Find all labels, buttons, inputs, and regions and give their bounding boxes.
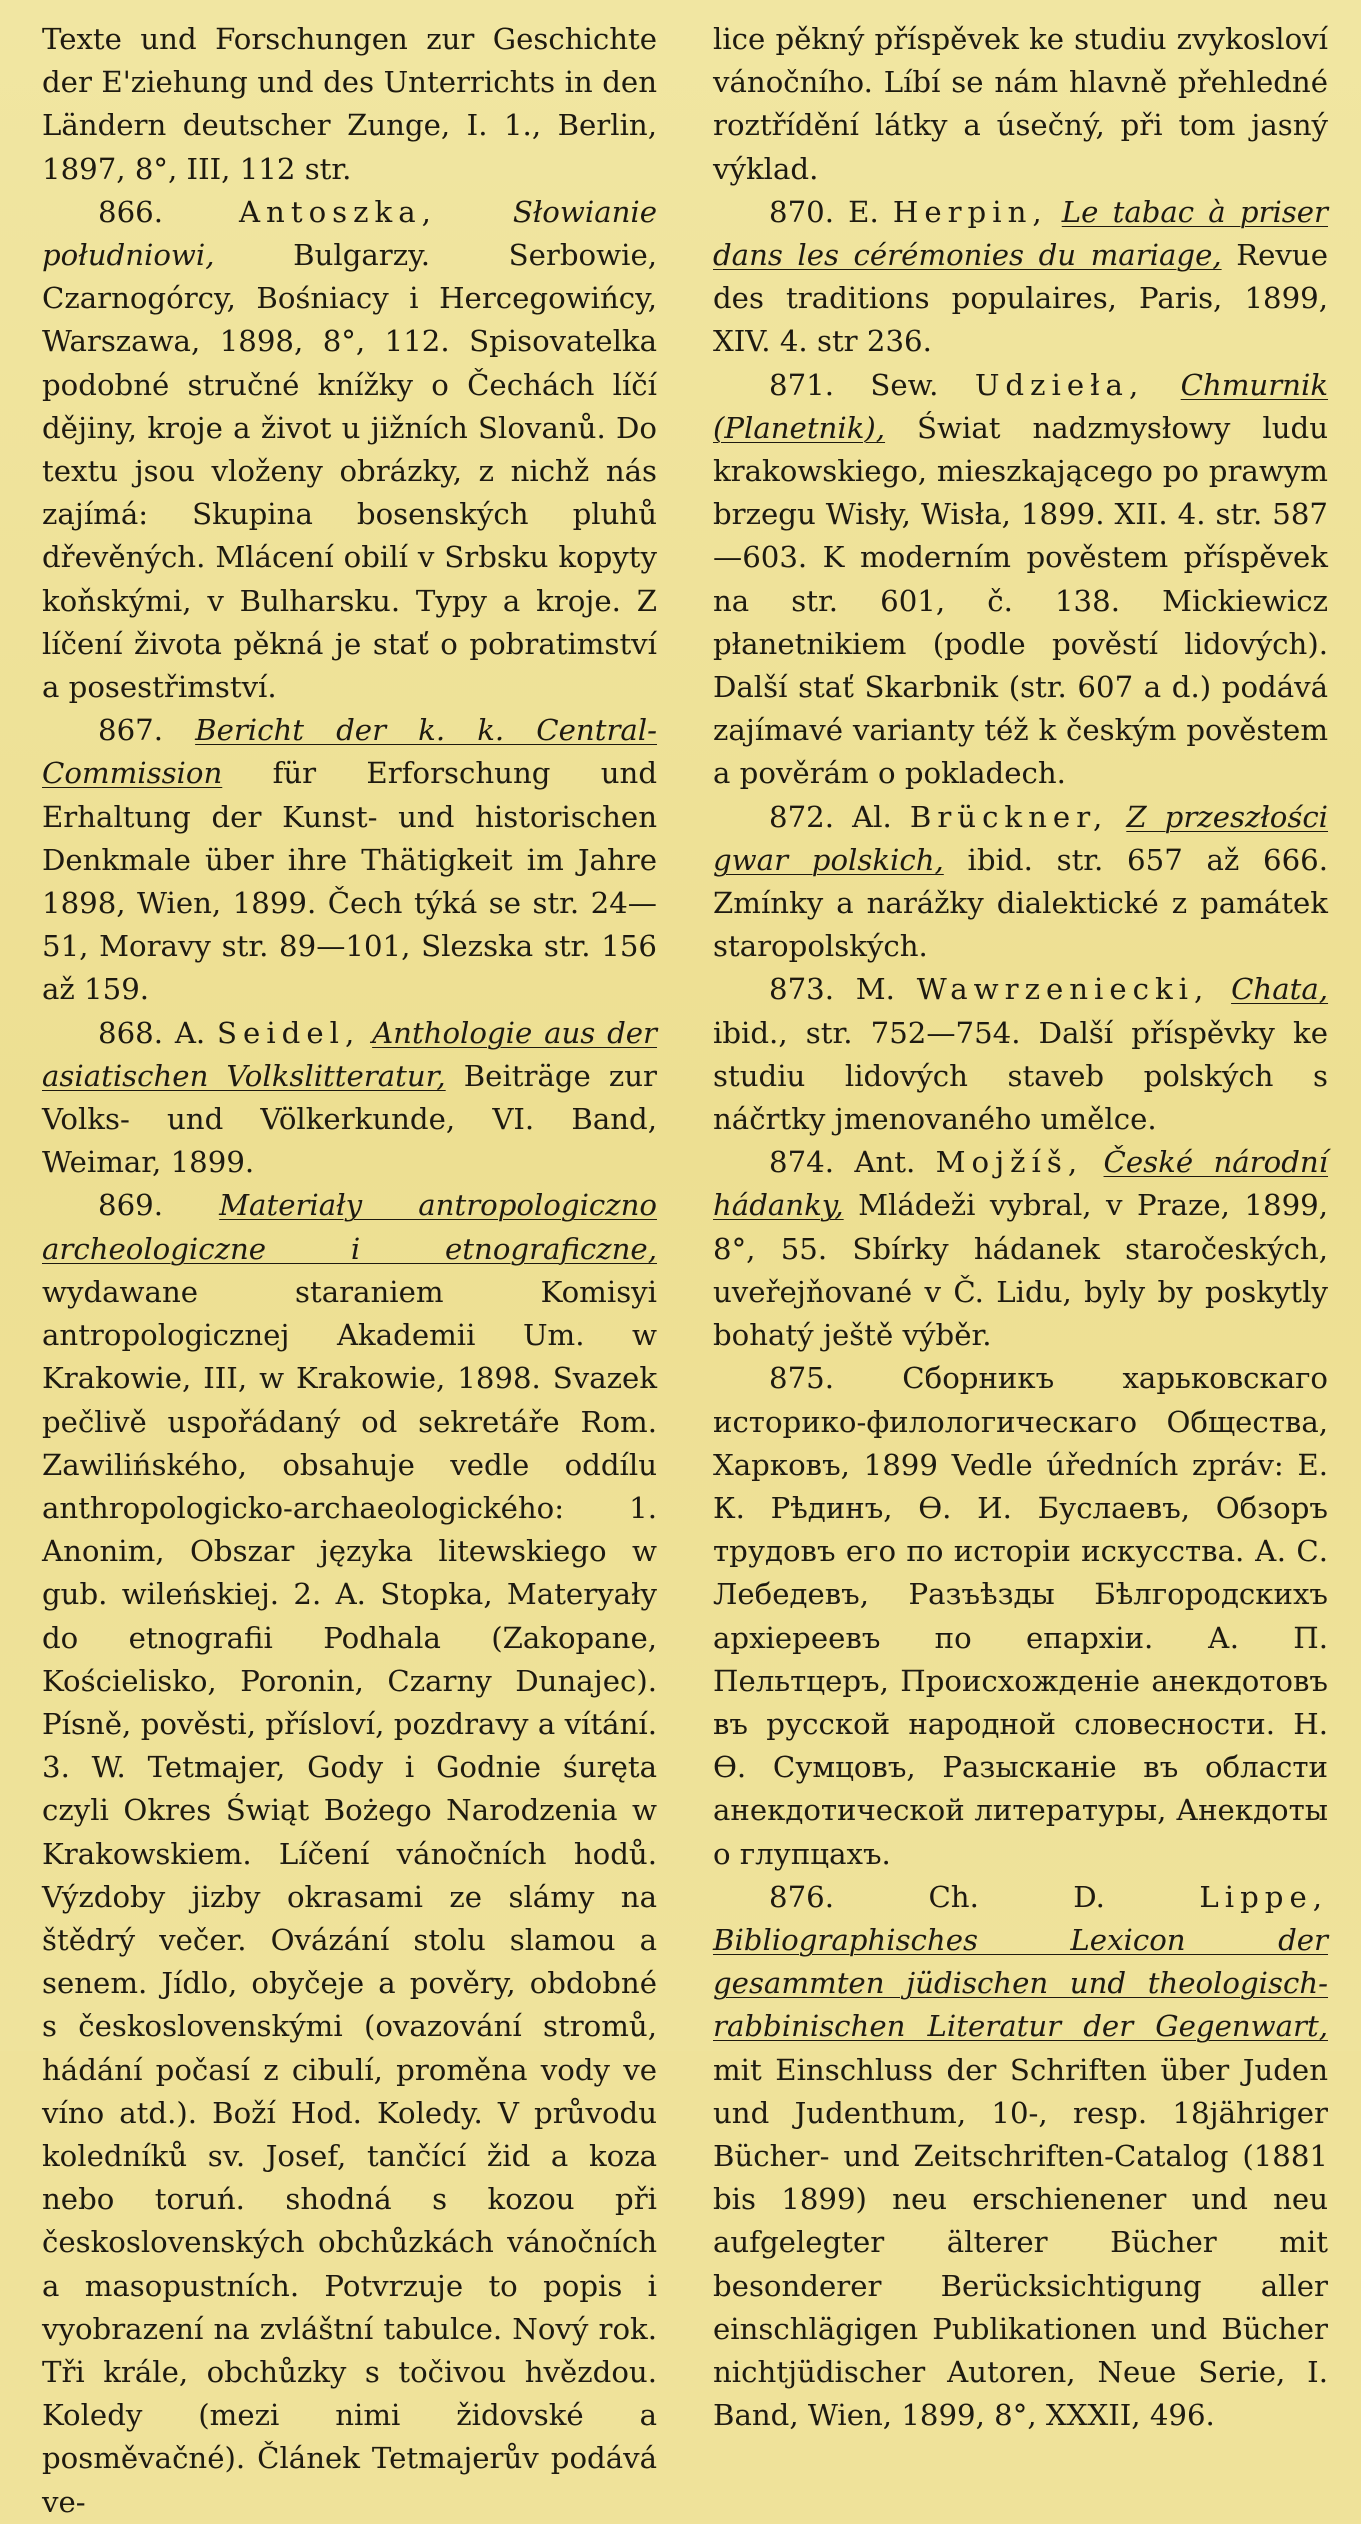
author-name: Udzieła, [974,367,1145,402]
work-title: Chata, [1231,972,1329,1007]
entry-number: 875. [769,1361,834,1396]
entry-text: Ant. [854,1145,916,1180]
entry-number: 876. [769,1879,834,1914]
entry-text: A. [174,1015,206,1050]
work-title: Materiały antropologiczno archeologiczne i etnograficzne, [42,1188,657,1266]
author-name: Wawrzeniecki, [916,972,1210,1007]
entry-text: lice pěkný příspěvek ke studiu zvykosloví vánočního. Líbí se nám hlavně přehledné roztřídění látky a úsečný, při tom jasný výklad. [713,22,1328,186]
bibliography-entry [713,796,1328,969]
author-name: Mojžíš, [935,1145,1084,1180]
entry-number: 870. [769,194,834,229]
entry-text: wydawane staraniem Komisyi antropologicznej Akademii Um. w Krakowie, III, w Krakowie, 1898. Svazek pečlivě uspořádaný od sekretáře Rom. Zawilińského, obsahuje vedle oddílu anthropologicko-archaeologického: 1. Anonim, Obszar języka litewskiego w gub. wileńskiej. 2. A. Stopka, Materyały do etnografii Podhala (Zakopane, Kościelisko, Poronin, Czarny Dunajec). Písně, pověsti, přísloví, pozdravy a vítání. 3. W. Tetmajer, Gody i Godnie śuręta czyli Okres Świąt Bożego Narodzenia w Krakowskiem. Líčení vánočních hodů. Výzdoby jizby okrasami ze slámy na štědrý večer. Ovázání stolu slamou a senem. Jídlo, obyčeje a pověry, obdobné s československými (ovazování stromů, hádání počasí z cibulí, proměna vody ve víno atd.). Boží Hod. Koledy. V průvodu koledníků sv. Josef, tančící žid a koza nebo toruń. shodná s kozou při československých obchůzkách vánočních a masopustních. Potvrzuje to popis i vyobrazení na zvláštní tabulce. Nový rok. Tři krále, obchůzky s točivou hvězdou. Koledy (mezi nimi židovské a posměvačné). Článek Tetmajerův podává ve- [42,1274,657,2519]
entry-text: Mládeži vybral, v Praze, 1899, 8°, 55. Sbírky hádanek staročeských, uveřejňované v Č. Lidu, byly by poskytly bohatý ještě výběr. [713,1188,1328,1353]
bibliography-entry [713,191,1328,364]
entry-text: mit Einschluss der Schriften über Juden und Judenthum, 10-, resp. 18jähriger Bücher- und Zeitschriften-Catalog (1881 bis 1899) neu erschienener und neu aufgelegter älterer Bücher mit besonderer Berücksichtigung aller einschlägigen Publikationen und Bücher nichtjüdischer Autoren, Neue Serie, I. Band, Wien, 1899, 8°, XXXII, 496. [713,2052,1328,2433]
bibliography-entry [713,364,1328,796]
work-title: Słowianie południowi, [42,194,657,273]
bibliography-entry [713,1141,1328,1357]
entry-text: Świat nadzmysłowy ludu krakowskiego, mieszkającego po prawym brzegu Wisły, Wisła, 1899. XII. 4. str. 587—603. K moderním pověstem příspěvek na str. 601, č. 138. Mickiewicz płanetnikiem (podle pověstí lidových). Další stať Skarbnik (str. 607 a d.) podává zajímavé varianty též k českým pověstem a pověrám o pokladech. [713,410,1329,791]
entry-text: ibid., str. 752—754. Další příspěvky ke studiu lidových staveb polských s náčrtky jmenovaného umělce. [713,1015,1328,1137]
entry-number: 867. [98,713,163,748]
work-title: Bibliographisches Lexicon der gesammten jüdischen und theologisch-rabbinischen Literatur der Gegenwart, [713,1922,1328,2044]
entry-number: 873. [769,972,834,1007]
entry-text: M. [855,972,895,1007]
continued-text [713,18,1328,191]
author-name: Lippe, [1199,1879,1328,1914]
author-name: Seidel, [217,1015,361,1050]
entry-number: 871. [769,367,834,402]
author-name: Herpin, [892,194,1048,229]
entry-text: Sew. [870,367,939,402]
entry-text: Ch. D. [928,1879,1105,1914]
bibliography-entry [42,709,657,1011]
right-column [713,18,1329,2433]
entry-text: Revue des traditions populaires, Paris, 1899, XIV. 4. str 236. [713,238,1328,359]
work-title: České národní hádanky, [713,1145,1329,1223]
bibliography-entry [42,1184,657,2523]
entry-text: Сборникъ харьковскаго историко-филологическаго Общества, Харковъ, 1899 Vedle úředních zpráv: Е. К. Рѣдинъ, Ѳ. И. Буслаевъ, Обзоръ трудовъ его по исторіи искусства. А. С. Лебедевъ, Разъѣзды Бѣлгородскихъ архіереевъ по епархіи. А. П. Пельтцеръ, Происхожденіе анекдотовъ въ русской народной словесности. Н. Ѳ. Сумцовъ, Разысканіе въ области анекдотической литературы, Анекдоты о глупцахъ. [713,1361,1329,1871]
entry-number: 872. [769,799,834,834]
entry-text: E. [848,194,879,229]
bibliography-entry [713,1876,1328,2438]
work-title: Bericht der k. k. Central-Commission [42,713,657,791]
work-title: Anthologie aus der asiatischen Volkslitteratur, [42,1015,658,1093]
entry-text: Al. [852,799,892,834]
entry-text: für Erforschung und Erhaltung der Kunst- und historischen Denkmale über ihre Thätigkeit im Jahre 1898, Wien, 1899. Čech týká se str. 24—51, Moravy str. 89—101, Slezska str. 156 až 159. [42,756,657,1007]
bibliography-entry [42,1012,657,1185]
work-title: Chmurnik (Planetnik), [713,367,1329,445]
work-title: Le tabac à priser dans les cérémonies du mariage, [713,194,1328,273]
author-name: Antoszka, [238,194,437,229]
entry-text: Texte und Forschungen zur Geschichte der E'ziehung und des Unterrichts in den Ländern deutscher Zunge, I. 1., Berlin, 1897, 8°, III, 112 str. [42,22,657,186]
author-name: Brückner, [909,799,1109,834]
left-column [42,18,658,2519]
bibliography-entry [713,1357,1328,1875]
entry-number: 869. [98,1188,163,1223]
entry-number: 874. [769,1145,834,1180]
entry-number: 866. [98,194,163,229]
entry-text: ibid. str. 657 až 666. Zmínky a narážky dialektické z památek staropolských. [713,842,1329,964]
work-title: Z przeszłości gwar polskich, [713,799,1329,877]
bibliography-entry [713,968,1328,1141]
entry-text: Bulgarzy. Serbowie, Czarnogórcy, Bośniacy i Hercegowińcy, Warszawa, 1898, 8°, 112. Spisovatelka podobné stručné knížky o Čechách líčí dějiny, kroje a život u jižních Slovanů. Do textu jsou vloženy obrázky, z nichž nás zajímá: Skupina bosenských pluhů dřevěných. Mlácení obilí v Srbsku kopyty koňskými, v Bulharsku. Typy a kroje. Z líčení života pěkná je stať o pobratimství a posestřimství. [42,238,657,705]
entry-text: Beiträge zur Volks- und Völkerkunde, VI. Band, Weimar, 1899. [42,1058,657,1180]
bibliography-entry [42,191,657,709]
entry-number: 868. [98,1015,163,1050]
continued-text [42,18,657,191]
